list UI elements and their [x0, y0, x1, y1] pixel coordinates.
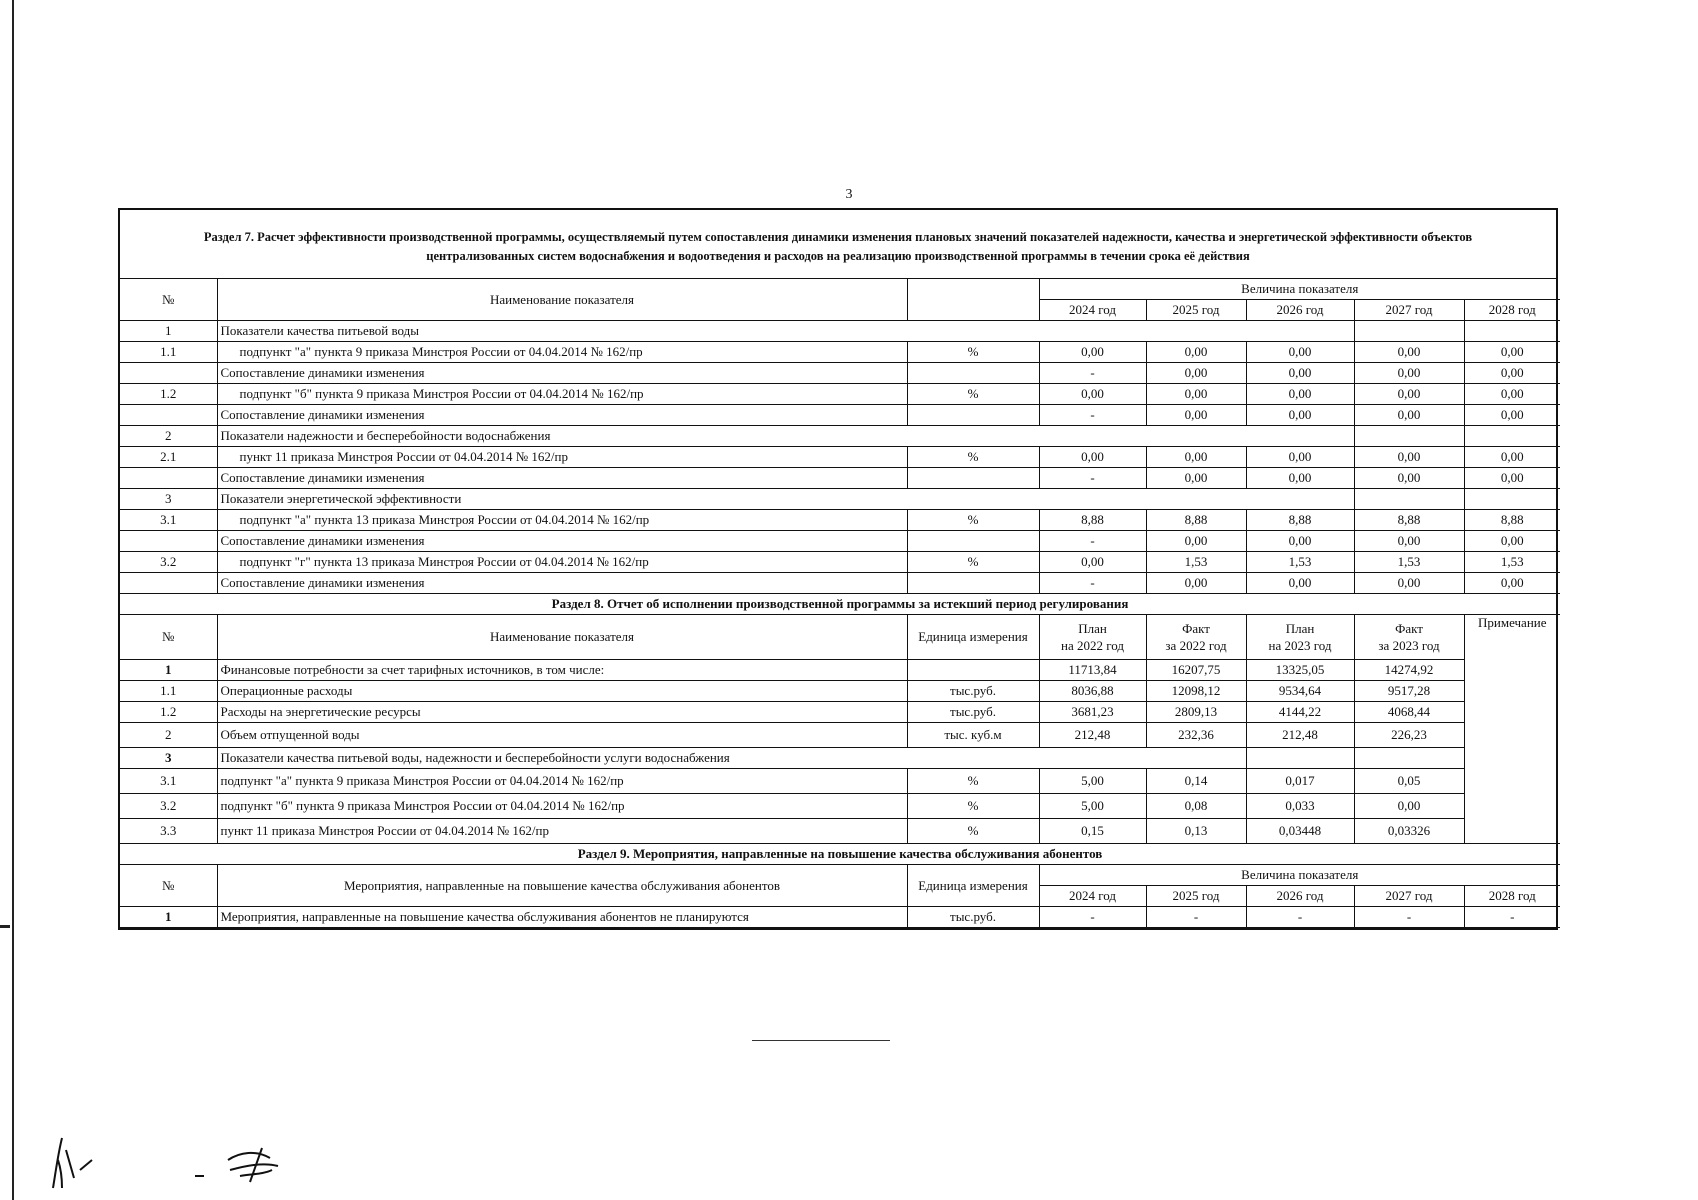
s7-header-unit — [907, 279, 1039, 321]
row-value: 0,00 — [1464, 342, 1560, 363]
s8-header-period — [1354, 615, 1464, 660]
row-value: 0,00 — [1354, 468, 1464, 489]
row-unit — [907, 660, 1039, 681]
row-unit — [907, 573, 1039, 594]
row-value: 0,00 — [1464, 405, 1560, 426]
row-name: Объем отпущенной воды — [217, 723, 907, 748]
row-value: 0,00 — [1146, 363, 1246, 384]
section7-title: Раздел 7. Расчет эффективности производственной программы, осуществляемый путем сопоставления динамики изменения плановых значений показателей надежности, качества и энергетической эффективности объектов централизованных систем водоснабжения и водоотведения и расходов на реализацию производственной программы в течении срока её действия — [120, 210, 1556, 279]
s8-header-period — [1146, 615, 1246, 660]
row-unit: % — [907, 447, 1039, 468]
row-name: Расходы на энергетические ресурсы — [217, 702, 907, 723]
row-value: 0,03448 — [1246, 819, 1354, 844]
row-value: 4144,22 — [1246, 702, 1354, 723]
row-unit: тыс.руб. — [907, 702, 1039, 723]
row-unit — [907, 468, 1039, 489]
s7-table-row — [120, 426, 1560, 447]
row-value: 11713,84 — [1039, 660, 1146, 681]
s8-header-name: Наименование показателя — [217, 615, 907, 660]
row-value: 0,00 — [1246, 468, 1354, 489]
row-value: 4068,44 — [1354, 702, 1464, 723]
s9-title-row — [120, 844, 1560, 865]
s7-table-row — [120, 489, 1560, 510]
s8-header-row — [120, 615, 1560, 660]
s7-table-row — [120, 468, 1560, 489]
s9-header-unit: Единица измерения — [907, 865, 1039, 907]
row-value: - — [1039, 468, 1146, 489]
row-number: 1 — [120, 907, 217, 928]
row-unit — [907, 405, 1039, 426]
row-unit: % — [907, 510, 1039, 531]
row-value: 232,36 — [1146, 723, 1246, 748]
empty-cell — [1354, 489, 1464, 510]
empty-cell — [1464, 489, 1560, 510]
row-value: 1,53 — [1246, 552, 1354, 573]
row-value: 0,00 — [1464, 573, 1560, 594]
row-value: - — [1039, 573, 1146, 594]
row-value: 8,88 — [1354, 510, 1464, 531]
row-number: 1.2 — [120, 384, 217, 405]
s8-header-period-year: на 2022 год — [1061, 638, 1124, 653]
row-name: Сопоставление динамики изменения — [217, 363, 907, 384]
row-value: 8036,88 — [1039, 681, 1146, 702]
s8-table-row — [120, 769, 1560, 794]
row-value: 0,033 — [1246, 794, 1354, 819]
empty-cell — [1464, 321, 1560, 342]
handwritten-signature-marks — [40, 1130, 300, 1200]
row-value: 1,53 — [1464, 552, 1560, 573]
row-unit: % — [907, 794, 1039, 819]
row-value: 0,03326 — [1354, 819, 1464, 844]
s9-header-year: 2026 год — [1246, 886, 1354, 907]
row-name: подпункт "б" пункта 9 приказа Минстроя России от 04.04.2014 № 162/пр — [217, 794, 907, 819]
row-value: - — [1039, 531, 1146, 552]
row-value: 14274,92 — [1354, 660, 1464, 681]
row-unit: % — [907, 769, 1039, 794]
row-number: 2 — [120, 426, 217, 447]
row-number: 1.1 — [120, 681, 217, 702]
row-value: - — [1354, 907, 1464, 928]
row-value: - — [1464, 907, 1560, 928]
row-value: 5,00 — [1039, 794, 1146, 819]
row-value: 212,48 — [1039, 723, 1146, 748]
row-number: 3.1 — [120, 769, 217, 794]
row-value: 0,00 — [1039, 447, 1146, 468]
row-name: пункт 11 приказа Минстроя России от 04.04.2014 № 162/пр — [217, 447, 907, 468]
row-unit: % — [907, 819, 1039, 844]
row-value: 2809,13 — [1146, 702, 1246, 723]
row-number — [120, 405, 217, 426]
row-value: 0,00 — [1464, 531, 1560, 552]
row-value: - — [1039, 363, 1146, 384]
s9-header-row — [120, 865, 1560, 886]
row-value: 0,00 — [1146, 468, 1246, 489]
page-number: 3 — [845, 187, 853, 202]
empty-cell — [1354, 748, 1464, 769]
s7-header-name: Наименование показателя — [217, 279, 907, 321]
row-unit: % — [907, 342, 1039, 363]
row-value: 8,88 — [1246, 510, 1354, 531]
closing-underline — [752, 1040, 890, 1041]
row-name: Сопоставление динамики изменения — [217, 405, 907, 426]
row-value: 8,88 — [1146, 510, 1246, 531]
row-value: 8,88 — [1464, 510, 1560, 531]
row-number: 3.1 — [120, 510, 217, 531]
page-edge-tick — [0, 925, 10, 928]
row-name: Показатели надежности и бесперебойности водоснабжения — [217, 426, 1354, 447]
row-value: 212,48 — [1246, 723, 1354, 748]
row-value: 0,00 — [1354, 405, 1464, 426]
row-number: 1.1 — [120, 342, 217, 363]
page-left-edge-line — [12, 0, 14, 1200]
s7-header-year: 2025 год — [1146, 300, 1246, 321]
row-value: 0,00 — [1246, 531, 1354, 552]
row-value: 0,00 — [1354, 384, 1464, 405]
s8-header-period-year: на 2023 год — [1268, 638, 1332, 653]
row-value: 0,00 — [1246, 342, 1354, 363]
s7-table-row — [120, 363, 1560, 384]
row-number: 1 — [120, 321, 217, 342]
row-value: 0,00 — [1246, 363, 1354, 384]
row-unit — [907, 531, 1039, 552]
row-value: 226,23 — [1354, 723, 1464, 748]
s7-table-row — [120, 342, 1560, 363]
row-value: 5,00 — [1039, 769, 1146, 794]
s8-header-period-year: за 2022 год — [1165, 638, 1227, 653]
s8-table-row — [120, 794, 1560, 819]
s9-header-num: № — [120, 865, 217, 907]
row-name: подпункт "г" пункта 13 приказа Минстроя России от 04.04.2014 № 162/пр — [217, 552, 907, 573]
row-value: 0,00 — [1146, 384, 1246, 405]
row-value: 12098,12 — [1146, 681, 1246, 702]
empty-cell — [1354, 426, 1464, 447]
s7-header-row — [120, 279, 1560, 300]
row-name: подпункт "а" пункта 9 приказа Минстроя России от 04.04.2014 № 162/пр — [217, 769, 907, 794]
s7-table-row — [120, 405, 1560, 426]
s7-header-year: 2026 год — [1246, 300, 1354, 321]
s7-header-year: 2024 год — [1039, 300, 1146, 321]
row-value: 0,14 — [1146, 769, 1246, 794]
s9-table-row — [120, 907, 1560, 928]
section9-title: Раздел 9. Мероприятия, направленные на повышение качества обслуживания абонентов — [120, 844, 1560, 865]
row-name: Финансовые потребности за счет тарифных источников, в том числе: — [217, 660, 907, 681]
s7-header-num: № — [120, 279, 217, 321]
row-value: 0,00 — [1146, 342, 1246, 363]
s7-table-row — [120, 321, 1560, 342]
row-name: Мероприятия, направленные на повышение качества обслуживания абонентов не планируются — [217, 907, 907, 928]
row-value: 16207,75 — [1146, 660, 1246, 681]
row-value: 9534,64 — [1246, 681, 1354, 702]
main-table — [120, 279, 1560, 928]
s8-header-period — [1039, 615, 1146, 660]
row-unit: % — [907, 384, 1039, 405]
empty-cell — [1354, 321, 1464, 342]
row-value: 13325,05 — [1246, 660, 1354, 681]
main-table-body — [120, 279, 1560, 928]
row-value: 0,00 — [1246, 384, 1354, 405]
row-value: 1,53 — [1146, 552, 1246, 573]
s8-table-row — [120, 702, 1560, 723]
document-frame — [118, 208, 1558, 930]
s7-table-row — [120, 531, 1560, 552]
row-number: 2.1 — [120, 447, 217, 468]
row-value: 0,00 — [1354, 573, 1464, 594]
row-value: 0,13 — [1146, 819, 1246, 844]
s8-table-row — [120, 748, 1560, 769]
row-number: 3.3 — [120, 819, 217, 844]
row-name: подпункт "а" пункта 13 приказа Минстроя России от 04.04.2014 № 162/пр — [217, 510, 907, 531]
s7-header-year: 2028 год — [1464, 300, 1560, 321]
row-value: 0,00 — [1354, 342, 1464, 363]
row-name: подпункт "б" пункта 9 приказа Минстроя России от 04.04.2014 № 162/пр — [217, 384, 907, 405]
s8-header-num: № — [120, 615, 217, 660]
row-unit — [907, 363, 1039, 384]
s8-table-row — [120, 660, 1560, 681]
row-value: 0,00 — [1354, 794, 1464, 819]
row-value: 0,05 — [1354, 769, 1464, 794]
row-name: подпункт "а" пункта 9 приказа Минстроя России от 04.04.2014 № 162/пр — [217, 342, 907, 363]
row-unit: тыс.руб. — [907, 681, 1039, 702]
row-value: 0,00 — [1039, 342, 1146, 363]
s8-header-period-kind: Факт — [1182, 621, 1210, 636]
row-value: 3681,23 — [1039, 702, 1146, 723]
s8-title-row — [120, 594, 1560, 615]
s8-header-period-kind: План — [1078, 621, 1107, 636]
row-value: 1,53 — [1354, 552, 1464, 573]
row-value: 0,15 — [1039, 819, 1146, 844]
row-value: 0,00 — [1464, 384, 1560, 405]
row-value: - — [1146, 907, 1246, 928]
row-number: 1.2 — [120, 702, 217, 723]
s9-header-value-group: Величина показателя — [1039, 865, 1560, 886]
s8-header-unit: Единица измерения — [907, 615, 1039, 660]
s8-header-note: Примечание — [1464, 615, 1560, 844]
row-value: 0,00 — [1464, 447, 1560, 468]
s7-table-row — [120, 573, 1560, 594]
row-unit: тыс.руб. — [907, 907, 1039, 928]
row-number — [120, 531, 217, 552]
s7-table-row — [120, 552, 1560, 573]
row-name: Показатели качества питьевой воды — [217, 321, 1354, 342]
row-value: 0,00 — [1039, 552, 1146, 573]
row-number — [120, 573, 217, 594]
row-name: Сопоставление динамики изменения — [217, 531, 907, 552]
row-name: Операционные расходы — [217, 681, 907, 702]
row-value: - — [1039, 405, 1146, 426]
row-value: 0,017 — [1246, 769, 1354, 794]
row-value: 0,00 — [1146, 573, 1246, 594]
row-value: 0,00 — [1354, 531, 1464, 552]
row-value: - — [1039, 907, 1146, 928]
row-value: 0,00 — [1246, 405, 1354, 426]
s9-header-name: Мероприятия, направленные на повышение качества обслуживания абонентов — [217, 865, 907, 907]
row-name: пункт 11 приказа Минстроя России от 04.04.2014 № 162/пр — [217, 819, 907, 844]
row-number: 2 — [120, 723, 217, 748]
s7-table-row — [120, 447, 1560, 468]
row-value: 0,00 — [1146, 447, 1246, 468]
row-value: 0,00 — [1354, 447, 1464, 468]
row-name: Показатели качества питьевой воды, надежности и бесперебойности услуги водоснабжения — [217, 748, 1246, 769]
s9-header-year: 2028 год — [1464, 886, 1560, 907]
row-value: 0,00 — [1146, 405, 1246, 426]
s8-header-period-year: за 2023 год — [1378, 638, 1440, 653]
s7-table-row — [120, 510, 1560, 531]
row-value: 0,00 — [1464, 468, 1560, 489]
s8-header-period-kind: План — [1285, 621, 1315, 636]
row-number — [120, 363, 217, 384]
row-number — [120, 468, 217, 489]
s7-table-row — [120, 384, 1560, 405]
s8-header-period-kind: Факт — [1395, 621, 1423, 636]
s8-table-row — [120, 819, 1560, 844]
section8-title: Раздел 8. Отчет об исполнении производственной программы за истекший период регулирования — [120, 594, 1560, 615]
s7-header-value-group: Величина показателя — [1039, 279, 1560, 300]
row-name: Сопоставление динамики изменения — [217, 573, 907, 594]
row-value: 9517,28 — [1354, 681, 1464, 702]
row-value: 0,00 — [1246, 447, 1354, 468]
s8-header-period — [1246, 615, 1354, 660]
row-value: 0,00 — [1146, 531, 1246, 552]
row-number: 3.2 — [120, 794, 217, 819]
row-number: 1 — [120, 660, 217, 681]
row-number: 3.2 — [120, 552, 217, 573]
row-unit: тыс. куб.м — [907, 723, 1039, 748]
row-value: 0,08 — [1146, 794, 1246, 819]
row-value: 0,00 — [1039, 384, 1146, 405]
s9-header-year: 2025 год — [1146, 886, 1246, 907]
row-unit: % — [907, 552, 1039, 573]
row-number: 3 — [120, 748, 217, 769]
s8-table-row — [120, 681, 1560, 702]
s9-header-year: 2024 год — [1039, 886, 1146, 907]
s8-table-row — [120, 723, 1560, 748]
row-value: 0,00 — [1246, 573, 1354, 594]
row-number: 3 — [120, 489, 217, 510]
row-value: - — [1246, 907, 1354, 928]
row-name: Показатели энергетической эффективности — [217, 489, 1354, 510]
row-name: Сопоставление динамики изменения — [217, 468, 907, 489]
empty-cell — [1246, 748, 1354, 769]
row-value: 0,00 — [1354, 363, 1464, 384]
row-value: 0,00 — [1464, 363, 1560, 384]
row-value: 8,88 — [1039, 510, 1146, 531]
s7-header-year: 2027 год — [1354, 300, 1464, 321]
empty-cell — [1464, 426, 1560, 447]
s9-header-year: 2027 год — [1354, 886, 1464, 907]
